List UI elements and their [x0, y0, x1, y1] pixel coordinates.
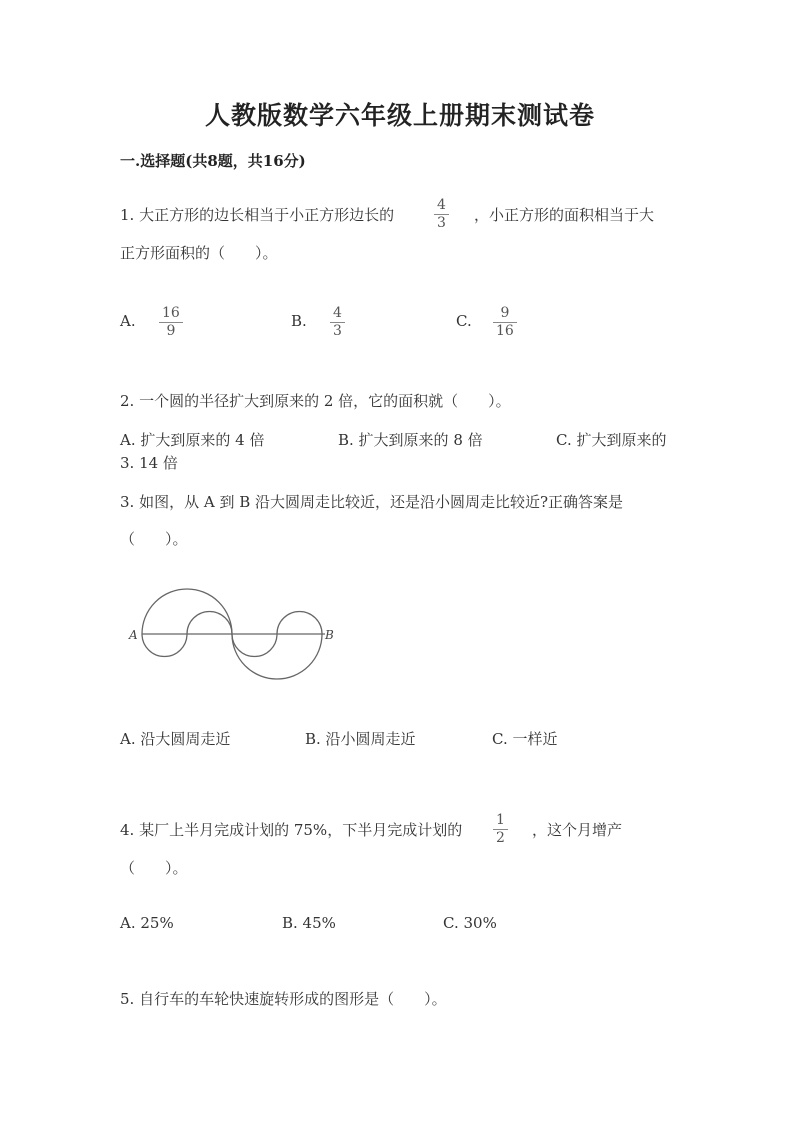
section-heading: 一.选择题(共8题，共16分)	[120, 152, 306, 170]
q3-option-b: B. 沿小圆周走近	[305, 730, 416, 748]
q1-text-b: ，小正方形的面积相当于大	[474, 206, 655, 224]
q2-option-b: B. 扩大到原来的 8 倍	[338, 431, 483, 449]
small-semicircle-2	[187, 612, 232, 635]
q1-option-b-fraction	[330, 306, 345, 339]
q2-option-a: A. 扩大到原来的 4 倍	[120, 431, 265, 449]
fraction-denominator: 2	[496, 830, 505, 846]
small-semicircle-3	[232, 634, 277, 657]
q1-text-a: 1. 大正方形的边长相当于小正方形边长的	[120, 206, 395, 224]
q3-text-b: （ ）。	[120, 530, 188, 548]
q4-option-c: C. 30%	[443, 914, 497, 932]
q1-option-c-fraction	[493, 306, 517, 339]
q2-option-c-continued: 3. 14 倍	[120, 454, 178, 472]
q3-option-c: C. 一样近	[492, 730, 558, 748]
q3-text-a: 3. 如图，从 A 到 B 沿大圆周走比较近，还是沿小圆周走比较近?正确答案是	[120, 493, 624, 511]
q4-option-b: B. 45%	[282, 914, 336, 932]
point-b-label: B	[325, 628, 334, 642]
fraction-numerator: 9	[500, 305, 510, 321]
q1-option-a-fraction	[159, 306, 183, 339]
q1-fraction	[434, 198, 449, 231]
large-semicircle-top	[142, 589, 232, 634]
q1-option-b-label: B.	[291, 312, 307, 330]
small-semicircle-4	[277, 612, 322, 635]
fraction-denominator: 3	[333, 323, 342, 339]
fraction-numerator: 16	[162, 305, 180, 321]
q1-text-c: 正方形面积的（ ）。	[120, 244, 278, 262]
circles-path-figure	[120, 575, 350, 690]
q5-text: 5. 自行车的车轮快速旋转形成的图形是（ ）。	[120, 990, 447, 1008]
fraction-numerator: 1	[496, 812, 505, 828]
q4-option-a: A. 25%	[120, 914, 174, 932]
q2-text: 2. 一个圆的半径扩大到原来的 2 倍，它的面积就（ ）。	[120, 392, 511, 410]
q4-text-b: ，这个月增产	[532, 821, 623, 839]
fraction-denominator: 3	[437, 215, 446, 231]
small-semicircle-1	[142, 634, 187, 657]
page-title: 人教版数学六年级上册期末测试卷	[204, 101, 595, 130]
fraction-numerator: 4	[333, 305, 342, 321]
q1-option-a-label: A.	[120, 312, 136, 330]
q3-option-a: A. 沿大圆周走近	[120, 730, 231, 748]
fraction-denominator: 9	[166, 323, 176, 339]
q1-option-c-label: C.	[456, 312, 472, 330]
q4-text-c: （ ）。	[120, 859, 188, 877]
point-a-label: A	[129, 628, 138, 642]
fraction-denominator: 16	[496, 323, 514, 339]
q2-option-c: C. 扩大到原来的	[556, 431, 667, 449]
q4-fraction	[493, 813, 508, 846]
large-semicircle-bottom	[232, 634, 322, 679]
q4-text-a: 4. 某厂上半月完成计划的 75%，下半月完成计划的	[120, 821, 463, 839]
fraction-numerator: 4	[437, 197, 446, 213]
